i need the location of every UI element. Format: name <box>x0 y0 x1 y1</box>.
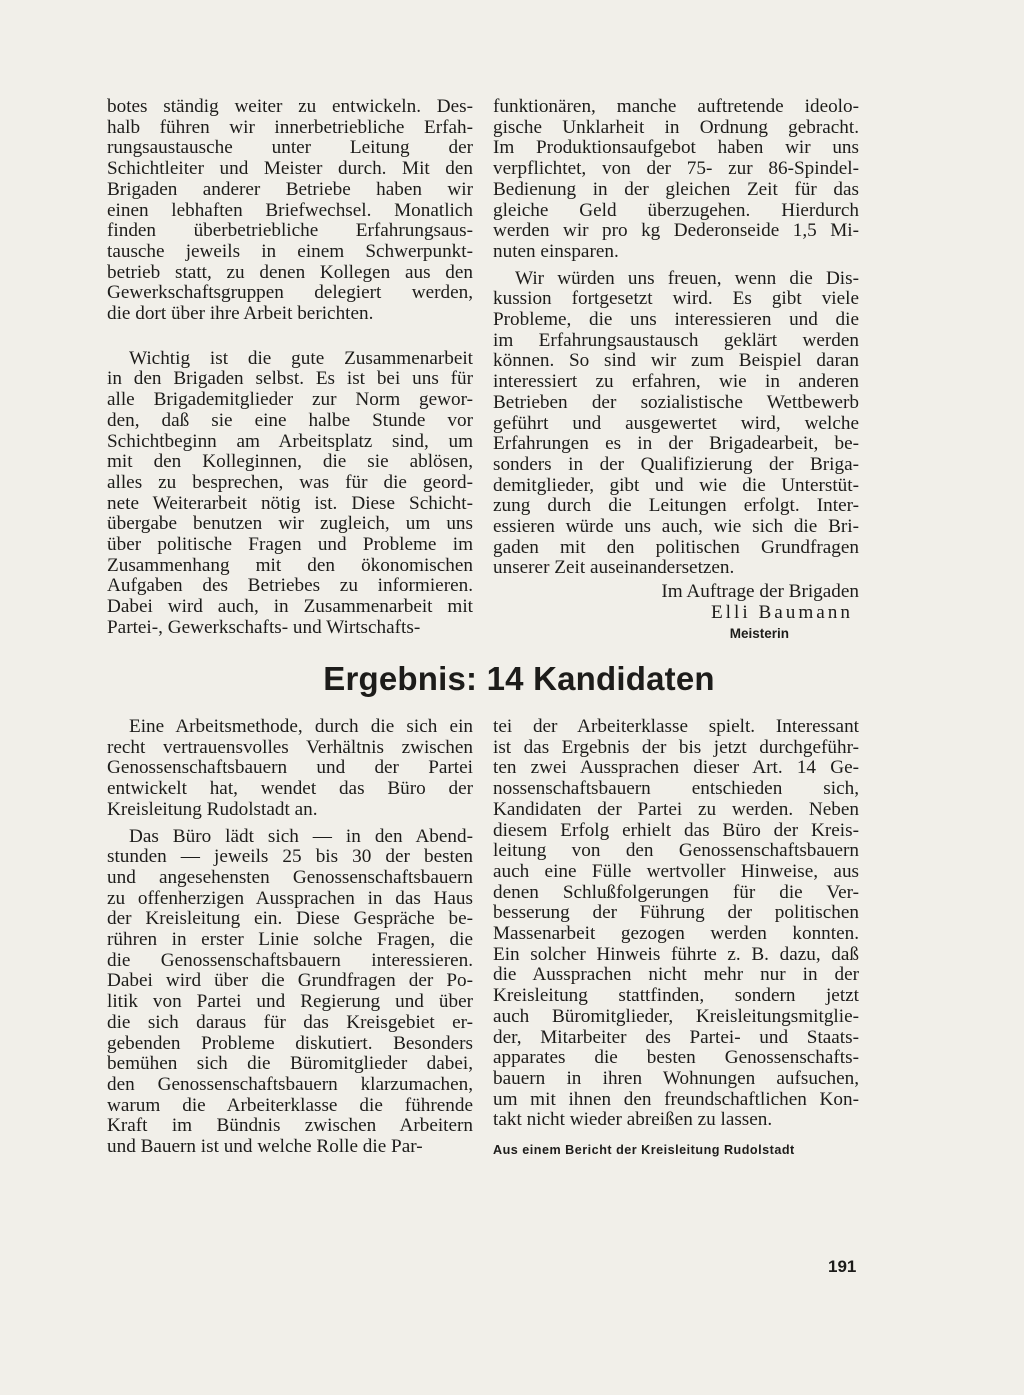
paragraph <box>107 349 473 639</box>
text-line: um mit ihnen den freundschaftlichen Kon- <box>493 1088 859 1110</box>
text-line: verpflichtet, von der 75- zur 86-Spindel- <box>493 158 859 180</box>
text-line: denen Schlußfolgerungen für die Ver- <box>493 881 859 903</box>
text-line: nossenschaftsbauern entschieden sich, <box>493 778 859 800</box>
text-line: alle Brigademitglieder zur Norm gewor- <box>107 389 473 411</box>
text-line: Genossenschaftsbauern und der Partei <box>107 757 473 779</box>
paragraph <box>493 97 859 263</box>
paragraph <box>107 827 473 1158</box>
text-line: können. So sind wir zum Beispiel daran <box>493 350 859 372</box>
text-line: die sich daraus für das Kreisgebiet er- <box>107 1011 473 1033</box>
text-line: Kreisleitung Rudolstadt an. <box>107 798 318 820</box>
text-line: auch Büromitglieder, Kreisleitungsmitglie- <box>493 1005 859 1027</box>
text-line: rungsaustausche unter Leitung der <box>107 137 473 159</box>
text-line: über politische Fragen und Probleme im <box>107 534 473 556</box>
signature-role: Meisterin <box>729 626 789 642</box>
signature-block <box>493 581 859 644</box>
text-line: gebenden Probleme diskutiert. Besonders <box>107 1032 473 1054</box>
text-line: interessiert zu erfahren, wie in anderen <box>493 371 859 393</box>
signature-line: Im Auftrage der Brigaden <box>661 581 859 603</box>
text-line: Wir würden uns freuen, wenn die Dis- <box>515 267 859 289</box>
text-line: gische Unklarheit in Ordnung gebracht. <box>493 116 859 138</box>
text-line: im Erfahrungsaustausch geklärt werden <box>493 329 859 351</box>
text-line: Ein solcher Hinweis führte z. B. dazu, daß <box>493 943 859 965</box>
text-line: kussion fortgesetzt wird. Es gibt viele <box>493 288 859 310</box>
text-line: botes ständig weiter zu entwickeln. Des- <box>107 96 473 117</box>
article2-right-column <box>493 717 859 1157</box>
text-line: litik von Partei und Regierung und über <box>107 991 473 1013</box>
text-line: tausche jeweils in einem Schwerpunkt- <box>107 240 473 262</box>
text-line: Massenarbeit gezogen werden konnten. <box>493 923 859 945</box>
text-line: Im Produktionsaufgebot haben wir uns <box>493 137 859 159</box>
text-line: Das Büro lädt sich — in den Abend- <box>129 825 473 847</box>
text-line: zu offenherzigen Aussprachen in das Haus <box>107 887 473 909</box>
text-line: entwickelt hat, wendet das Büro der <box>107 778 473 800</box>
text-line: gaden mit den politischen Grundfragen <box>493 536 859 558</box>
text-line: betrieb statt, zu denen Kollegen aus den <box>107 261 473 283</box>
text-line: Dabei wird über die Grundfragen der Po- <box>107 970 473 992</box>
text-line: diesem Erfolg erhielt das Büro der Kreis- <box>493 819 859 841</box>
signature-name: Elli Baumann <box>710 602 853 624</box>
text-line: funktionären, manche auftretende ideolo- <box>493 96 859 117</box>
paragraph <box>493 717 859 1131</box>
text-line: Kandidaten der Partei zu werden. Neben <box>493 798 859 820</box>
text-line: geführt und ausgewertet wird, welche <box>493 412 859 434</box>
text-line: und angesehensten Genossenschaftsbauern <box>107 866 473 888</box>
text-line: halb führen wir innerbetriebliche Erfah- <box>107 116 473 138</box>
article2-left-column <box>107 717 473 1158</box>
text-line: Gewerkschaftsgruppen delegiert werden, <box>107 282 473 304</box>
text-line: in den Brigaden selbst. Es ist bei uns für <box>107 368 473 390</box>
text-line: recht vertrauensvolles Verhältnis zwischen <box>107 736 473 758</box>
text-line: einen lebhaften Briefwechsel. Monatlich <box>107 199 473 221</box>
text-line: bemühen sich die Büromitglieder dabei, <box>107 1053 473 1075</box>
text-line: übergabe benutzen wir zugleich, um uns <box>107 513 473 535</box>
text-line: zung durch die Leitungen erfolgt. Inter- <box>493 495 859 517</box>
text-line: gleiche Geld überzugehen. Hierdurch <box>493 199 859 221</box>
text-line: bauern in ihren Wohnungen aufsuchen, <box>493 1067 859 1089</box>
text-line: finden überbetriebliche Erfahrungsaus- <box>107 220 473 242</box>
text-line: essieren würde uns auch, wie sich die Bri- <box>493 516 859 538</box>
text-line: tei der Arbeiterklasse spielt. Interessant <box>493 716 859 737</box>
text-line: Kraft im Bündnis zwischen Arbeitern <box>107 1115 473 1137</box>
text-line: Dabei wird auch, in Zusammenarbeit mit <box>107 596 473 618</box>
text-line: werden wir pro kg Dederonseide 1,5 Mi- <box>493 220 859 242</box>
article-headline: Ergebnis: 14 Kandidaten <box>323 660 715 697</box>
text-line: Partei-, Gewerkschafts- und Wirtschafts- <box>107 616 421 638</box>
text-line: ist das Ergebnis der bis jetzt durchgeführ- <box>493 736 859 758</box>
text-line: ten zwei Aussprachen dieser Art. 14 Ge- <box>493 757 859 779</box>
text-line: takt nicht wieder abreißen zu lassen. <box>493 1109 773 1131</box>
text-line: den, daß sie eine halbe Stunde vor <box>107 409 473 431</box>
text-line: nuten einsparen. <box>493 240 619 262</box>
text-line: die dort über ihre Arbeit berichten. <box>107 303 374 325</box>
text-line: Wichtig ist die gute Zusammenarbeit <box>129 347 473 369</box>
article1-left-column <box>107 97 473 639</box>
text-line: Betrieben der sozialistische Wettbewerb <box>493 391 859 413</box>
text-line: den Genossenschaftsbauern klarzumachen, <box>107 1073 473 1095</box>
text-line: auch eine Fülle wertvoller Hinweise, aus <box>493 860 859 882</box>
paragraph <box>107 97 473 325</box>
text-line: Erfahrungen es in der Brigadearbeit, be- <box>493 433 859 455</box>
text-line: demitglieder, gibt und wie die Unterstüt- <box>493 474 859 496</box>
article1-right-column <box>493 97 859 644</box>
text-line: nete Weiterarbeit nötig ist. Diese Schicht- <box>107 492 473 514</box>
text-line: mit den Kolleginnen, die sie ablösen, <box>107 451 473 473</box>
text-line: rühren in erster Linie solche Fragen, die <box>107 929 473 951</box>
text-line: der, Mitarbeiter des Partei- und Staats- <box>493 1026 859 1048</box>
text-line: Probleme, die uns interessieren und die <box>493 309 859 331</box>
text-line: besserung der Führung der politischen <box>493 902 859 924</box>
text-line: Eine Arbeitsmethode, durch die sich ein <box>129 716 473 737</box>
text-line: Bedienung in der gleichen Zeit für das <box>493 178 859 200</box>
text-line: Brigaden anderer Betriebe haben wir <box>107 178 473 200</box>
text-line: sonders in der Qualifizierung der Briga- <box>493 453 859 475</box>
text-line: leitung von den Genossenschaftsbauern <box>493 840 859 862</box>
text-line: und Bauern ist und welche Rolle die Par- <box>107 1136 423 1158</box>
text-line: unserer Zeit auseinandersetzen. <box>493 557 735 579</box>
text-line: die Aussprachen nicht mehr nur in der <box>493 964 859 986</box>
page-number: 191 <box>828 1257 857 1276</box>
text-line: Zusammenhang mit den ökonomischen <box>107 554 473 576</box>
paragraph <box>493 269 859 580</box>
text-line: der Kreisleitung ein. Diese Gespräche be- <box>107 908 473 930</box>
text-line: Kreisleitung stattfinden, sondern jetzt <box>493 985 859 1007</box>
source-attribution: Aus einem Bericht der Kreisleitung Rudolstadt <box>493 1143 795 1158</box>
text-line: die Genossenschaftsbauern interessieren. <box>107 949 473 971</box>
paragraph <box>107 717 473 821</box>
text-line: warum die Arbeiterklasse die führende <box>107 1094 473 1116</box>
text-line: alles zu besprechen, was für die geord- <box>107 471 473 493</box>
text-line: Schichtleiter und Meister durch. Mit den <box>107 158 473 180</box>
text-line: Schichtbeginn am Arbeitsplatz sind, um <box>107 430 473 452</box>
text-line: stunden — jeweils 25 bis 30 der besten <box>107 846 473 868</box>
text-line: Aufgaben des Betriebes zu informieren. <box>107 575 473 597</box>
text-line: apparates die besten Genossenschafts- <box>493 1047 859 1069</box>
